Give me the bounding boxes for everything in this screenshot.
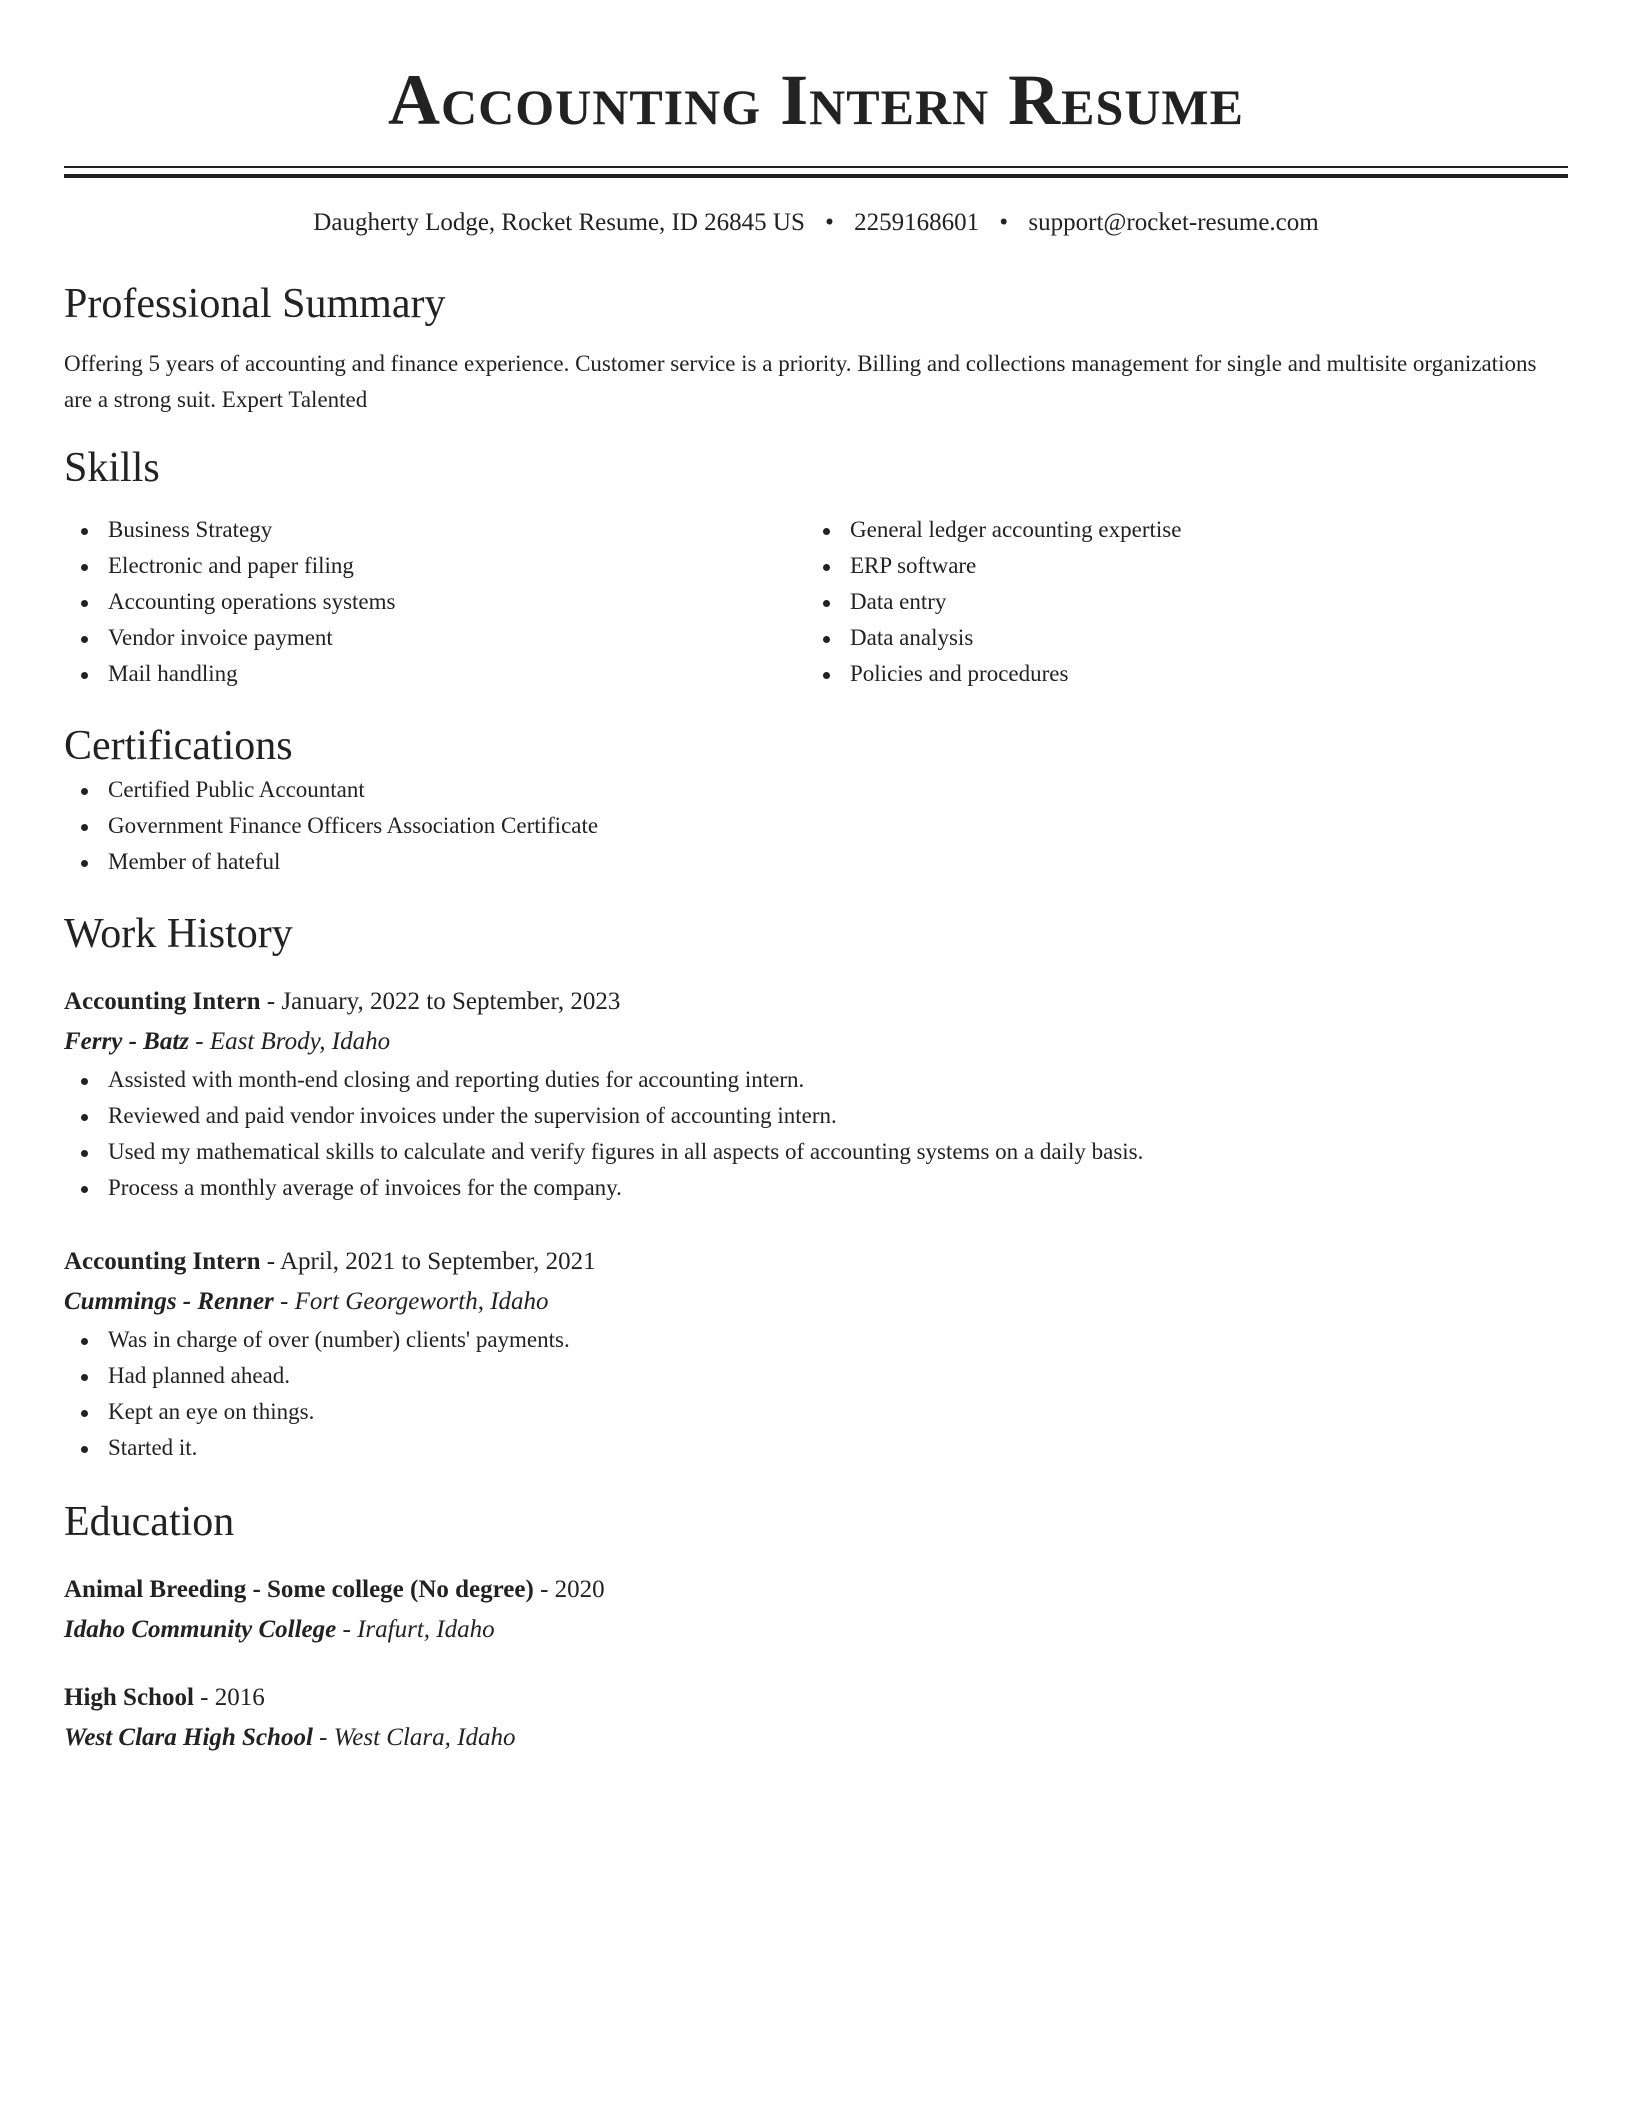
education-location: - West Clara, Idaho xyxy=(312,1724,516,1751)
job-duty-item: Reviewed and paid vendor invoices under the supervision of accounting intern. xyxy=(64,1098,1568,1134)
contact-separator: • xyxy=(825,209,834,236)
skills-heading: Skills xyxy=(64,445,160,491)
skill-item: Data analysis xyxy=(806,620,1548,656)
certifications-list xyxy=(64,772,1568,880)
job-company-line xyxy=(64,1282,1568,1322)
job-duty-item: Started it. xyxy=(64,1430,1568,1466)
education-school-line xyxy=(64,1610,1568,1650)
education-entry xyxy=(64,1570,1568,1650)
skill-item: ERP software xyxy=(806,548,1548,584)
job-location: - Fort Georgeworth, Idaho xyxy=(273,1288,549,1315)
job-duty-item: Kept an eye on things. xyxy=(64,1394,1568,1430)
job-duty-item: Process a monthly average of invoices for the company. xyxy=(64,1170,1568,1206)
skills-column-left xyxy=(64,512,806,692)
contact-line xyxy=(64,206,1568,240)
education-degree: High School xyxy=(64,1684,194,1711)
certification-item: Certified Public Accountant xyxy=(64,772,1568,808)
contact-phone: 2259168601 xyxy=(854,209,980,236)
skills-list-right xyxy=(806,512,1548,692)
skill-item: Vendor invoice payment xyxy=(64,620,806,656)
job-title-line xyxy=(64,1242,1568,1282)
work-history-heading: Work History xyxy=(64,911,293,957)
job-duty-item: Used my mathematical skills to calculate and verify figures in all aspects of accounting systems on a daily basis. xyxy=(64,1134,1568,1170)
education-school-line xyxy=(64,1718,1568,1758)
skill-item: General ledger accounting expertise xyxy=(806,512,1548,548)
summary-text: Offering 5 years of accounting and finance experience. Customer service is a priority. Billing and collections management for single and multisite organizations are a strong suit. Expert Talented xyxy=(64,351,1537,412)
education-location: - Irafurt, Idaho xyxy=(336,1616,495,1643)
job-title: Accounting Intern xyxy=(64,1248,261,1275)
skill-item: Mail handling xyxy=(64,656,806,692)
job-dates: - April, 2021 to September, 2021 xyxy=(260,1248,596,1275)
job-company: Cummings - Renner xyxy=(64,1288,274,1315)
contact-separator: • xyxy=(999,209,1009,236)
job-duties-list xyxy=(64,1322,1568,1466)
education-school: West Clara High School xyxy=(64,1724,313,1751)
skill-item: Electronic and paper filing xyxy=(64,548,806,584)
skills-grid xyxy=(64,512,1568,692)
job-title-line xyxy=(64,982,1568,1022)
skills-column-right xyxy=(806,512,1548,692)
education-degree: Animal Breeding - Some college (No degree) xyxy=(64,1576,534,1603)
skill-item: Data entry xyxy=(806,584,1548,620)
title-divider xyxy=(64,166,1568,178)
education-degree-line xyxy=(64,1570,1568,1610)
certification-item: Member of hateful xyxy=(64,844,1568,880)
resume-title: Accounting Intern Resume xyxy=(388,60,1244,140)
job-duty-item: Was in charge of over (number) clients' payments. xyxy=(64,1322,1568,1358)
job-dates: - January, 2022 to September, 2023 xyxy=(260,988,621,1015)
job-duty-item: Had planned ahead. xyxy=(64,1358,1568,1394)
skill-item: Business Strategy xyxy=(64,512,806,548)
education-heading: Education xyxy=(64,1499,235,1545)
skills-list-left xyxy=(64,512,806,692)
certification-item: Government Finance Officers Association Certificate xyxy=(64,808,1568,844)
job-company-line xyxy=(64,1022,1568,1062)
education-year: - 2016 xyxy=(193,1684,265,1711)
job-location: - East Brody, Idaho xyxy=(189,1028,391,1055)
contact-email: support@rocket-resume.com xyxy=(1028,209,1319,236)
education-entry xyxy=(64,1678,1568,1758)
job-entry xyxy=(64,1242,1568,1466)
summary-heading: Professional Summary xyxy=(64,281,446,327)
education-degree-line xyxy=(64,1678,1568,1718)
job-duty-item: Assisted with month-end closing and reporting duties for accounting intern. xyxy=(64,1062,1568,1098)
job-duties-list xyxy=(64,1062,1568,1206)
education-school: Idaho Community College xyxy=(64,1616,337,1643)
certifications-heading: Certifications xyxy=(64,723,293,769)
contact-address: Daugherty Lodge, Rocket Resume, ID 26845 US xyxy=(313,209,805,236)
skill-item: Accounting operations systems xyxy=(64,584,806,620)
job-title: Accounting Intern xyxy=(64,988,261,1015)
skill-item: Policies and procedures xyxy=(806,656,1548,692)
job-company: Ferry - Batz xyxy=(64,1028,189,1055)
job-entry xyxy=(64,982,1568,1206)
education-year: - 2020 xyxy=(533,1576,605,1603)
